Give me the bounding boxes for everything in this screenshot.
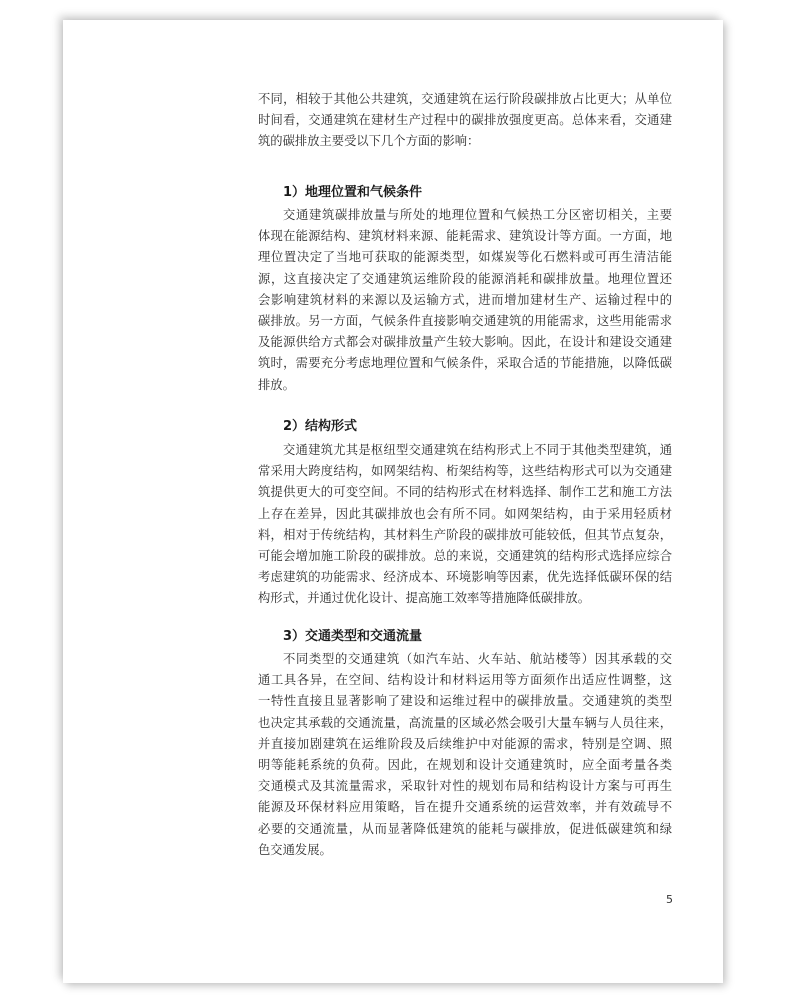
page-number: 5: [666, 893, 673, 906]
text-line: 交通建筑尤其是枢纽型交通建筑在结构形式上不同于其他类型建筑，通: [283, 443, 672, 457]
text-line: 明等能耗系统的负荷。因此，在规划和设计交通建筑时，应全面考量各类: [258, 757, 672, 772]
text-line: 筑的碳排放主要受以下几个方面的影响：: [258, 134, 480, 149]
text-line: 及能源供给方式都会对碳排放量产生较大影响。因此，在设计和建设交通建: [258, 335, 672, 350]
text-line: 必要的交通流量，从而显著降低建筑的能耗与碳排放，促进低碳建筑和绿: [258, 821, 672, 836]
text-line: 体现在能源结构、建筑材料来源、能耗需求、建筑设计等方面。一方面，地: [258, 229, 672, 244]
section-heading-3: 3）交通类型和交通流量: [283, 629, 423, 644]
text-line: 考虑建筑的功能需求、经济成本、环境影响等因素，优先选择低碳环保的结: [258, 570, 672, 585]
text-line: 排放。: [258, 377, 295, 392]
text-line: 不同，相较于其他公共建筑，交通建筑在运行阶段碳排放占比更大；从单位: [258, 92, 672, 106]
text-line: 可能会增加施工阶段的碳排放。总的来说，交通建筑的结构形式选择应综合: [258, 548, 672, 563]
text-line: 也决定其承载的交通流量，高流量的区域必然会吸引大量车辆与人员往来，: [258, 715, 672, 730]
text-line: 色交通发展。: [258, 842, 332, 857]
text-line: 交通建筑碳排放量与所处的地理位置和气候热工分区密切相关，主要: [283, 208, 672, 222]
text-line: 料，相对于传统结构，其材料生产阶段的碳排放可能较低，但其节点复杂，: [258, 527, 672, 542]
text-line: 常采用大跨度结构，如网架结构、桁架结构等，这些结构形式可以为交通建: [258, 464, 672, 479]
section-3-paragraph: [258, 649, 672, 861]
text-line: 会影响建筑材料的来源以及运输方式，进而增加建材生产、运输过程中的: [258, 292, 672, 307]
intro-paragraph: [258, 89, 672, 153]
text-line: 通工具各异，在空间、结构设计和材料运用等方面须作出适应性调整，这: [258, 673, 672, 688]
text-line: 上存在差异，因此其碳排放也会有所不同。如网架结构，由于采用轻质材: [258, 506, 672, 521]
text-line: 理位置决定了当地可获取的能源类型，如煤炭等化石燃料或可再生清洁能: [258, 250, 672, 265]
text-line: 碳排放。另一方面，气候条件直接影响交通建筑的用能需求，这些用能需求: [258, 313, 672, 328]
text-line: 能源及环保材料应用策略，旨在提升交通系统的运营效率，并有效疏导不: [258, 800, 672, 815]
text-line: 筑时，需要充分考虑地理位置和气候条件，采取合适的节能措施，以降低碳: [258, 356, 672, 371]
section-heading-1: 1）地理位置和气候条件: [283, 185, 423, 200]
section-1-paragraph: [258, 205, 672, 396]
text-line: 并直接加剧建筑在运维阶段及后续维护中对能源的需求，特别是空调、照: [258, 736, 672, 751]
section-heading-2: 2）结构形式: [283, 419, 358, 434]
text-line: 一特性直接且显著影响了建设和运维过程中的碳排放量。交通建筑的类型: [258, 694, 672, 709]
text-line: 不同类型的交通建筑（如汽车站、火车站、航站楼等）因其承载的交: [283, 652, 672, 666]
text-line: 筑提供更大的可变空间。不同的结构形式在材料选择、制作工艺和施工方法: [258, 485, 672, 500]
text-line: 构形式，并通过优化设计、提高施工效率等措施降低碳排放。: [258, 591, 591, 606]
text-line: 源，这直接决定了交通建筑运维阶段的能源消耗和碳排放量。地理位置还: [258, 271, 672, 286]
section-2-paragraph: [258, 440, 672, 610]
text-line: 时间看，交通建筑在建材生产过程中的碳排放强度更高。总体来看，交通建: [258, 113, 672, 128]
text-line: 交通模式及其流量需求，采取针对性的规划布局和结构设计方案与可再生: [258, 779, 672, 794]
